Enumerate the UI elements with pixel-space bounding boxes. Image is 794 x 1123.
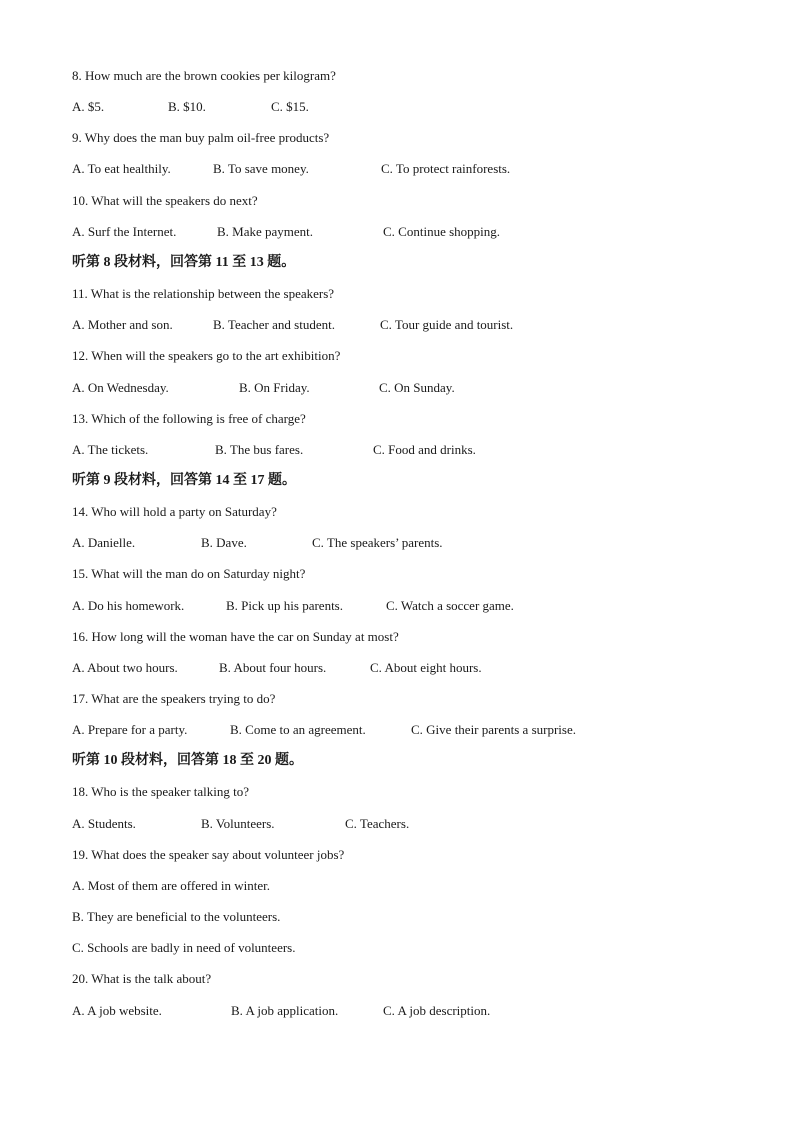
answer-option: C. About eight hours. [370, 660, 482, 675]
question-text: 15. What will the man do on Saturday night? [72, 566, 306, 581]
section-header: 听第 9 段材料，回答第 14 至 17 题。 [72, 473, 296, 488]
answer-option: C. $15. [271, 99, 309, 114]
answer-option: A. $5. [72, 99, 105, 114]
section-header: 听第 10 段材料，回答第 18 至 20 题。 [72, 753, 303, 768]
question-text: A. Most of them are offered in winter. [72, 878, 270, 893]
answer-option: B. About four hours. [219, 660, 327, 675]
question-text: 12. When will the speakers go to the art exhibition? [72, 348, 341, 363]
answer-option: C. To protect rainforests. [381, 161, 511, 176]
answer-option: C. On Sunday. [379, 380, 455, 395]
question-text: 17. What are the speakers trying to do? [72, 691, 276, 706]
section-header: 听第 8 段材料，回答第 11 至 13 题。 [72, 255, 296, 270]
question-text: 13. Which of the following is free of charge? [72, 411, 306, 426]
answer-option: A. A job website. [72, 1003, 162, 1018]
answer-option: A. To eat healthily. [72, 161, 171, 176]
answer-option: B. Teacher and student. [213, 317, 335, 332]
answer-option: A. Danielle. [72, 535, 136, 550]
answer-option: B. On Friday. [239, 380, 310, 395]
answer-option: B. Come to an agreement. [230, 722, 366, 737]
question-text: 11. What is the relationship between the speakers? [72, 286, 335, 301]
answer-option: C. Teachers. [345, 816, 410, 831]
answer-option: A. About two hours. [72, 660, 178, 675]
answer-option: C. Give their parents a surprise. [411, 722, 576, 737]
question-text: 9. Why does the man buy palm oil-free products? [72, 130, 330, 145]
answer-option: B. Dave. [201, 535, 247, 550]
question-text: 18. Who is the speaker talking to? [72, 784, 250, 799]
answer-option: A. Do his homework. [72, 598, 185, 613]
question-text: 8. How much are the brown cookies per kilogram? [72, 68, 336, 83]
question-text: 14. Who will hold a party on Saturday? [72, 504, 277, 519]
question-text: 10. What will the speakers do next? [72, 193, 258, 208]
question-text: 20. What is the talk about? [72, 971, 212, 986]
answer-option: C. Watch a soccer game. [386, 598, 514, 613]
answer-option: B. Volunteers. [201, 816, 275, 831]
answer-option: A. Prepare for a party. [72, 722, 188, 737]
answer-option: B. The bus fares. [215, 442, 304, 457]
question-text: 19. What does the speaker say about volunteer jobs? [72, 847, 345, 862]
answer-option: A. Mother and son. [72, 317, 173, 332]
answer-option: B. A job application. [231, 1003, 339, 1018]
answer-option: C. A job description. [383, 1003, 491, 1018]
answer-option: A. Surf the Internet. [72, 224, 177, 239]
question-text: B. They are beneficial to the volunteers. [72, 909, 281, 924]
question-text: 16. How long will the woman have the car on Sunday at most? [72, 629, 399, 644]
answer-option: B. To save money. [213, 161, 309, 176]
answer-option: C. Tour guide and tourist. [380, 317, 514, 332]
answer-option: B. Pick up his parents. [226, 598, 343, 613]
question-text: C. Schools are badly in need of volunteers. [72, 940, 296, 955]
answer-option: B. $10. [168, 99, 206, 114]
answer-option: C. Continue shopping. [383, 224, 501, 239]
answer-option: A. On Wednesday. [72, 380, 169, 395]
answer-option: B. Make payment. [217, 224, 314, 239]
answer-option: C. Food and drinks. [373, 442, 476, 457]
answer-option: A. The tickets. [72, 442, 149, 457]
answer-option: C. The speakers’ parents. [312, 535, 443, 550]
answer-option: A. Students. [72, 816, 136, 831]
